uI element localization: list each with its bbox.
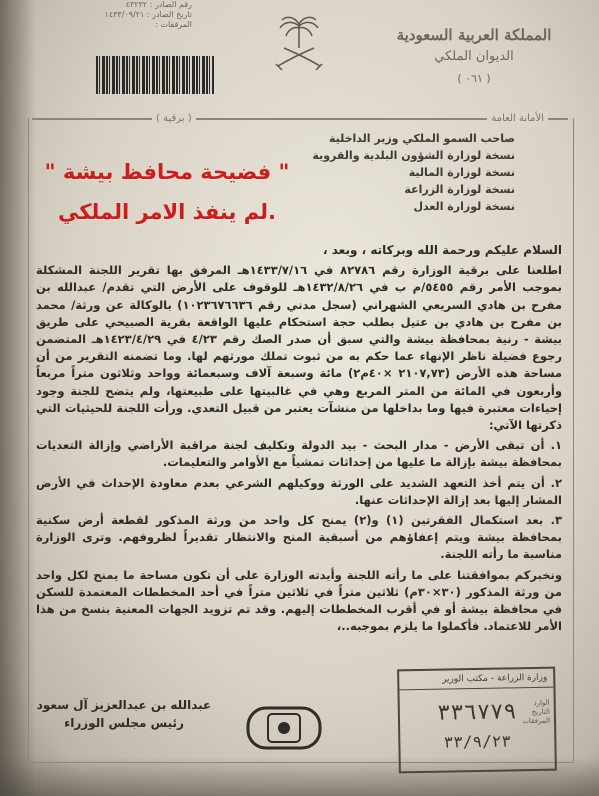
telegram-label: ( برقية ) [152,112,196,126]
stamp-title: وزارة الزراعة - مكتب الوزير [399,669,553,691]
headline-line-1: " فضيحة محافظ بيشة " [44,160,290,184]
addressee-copy: نسخة لوزارة العدل [413,200,515,213]
body-paragraph: اطلعنا على برقية الوزارة رقم ٨٢٧٨٦ في ١٤٣٣/٧/١٦هـ المرفق بها تقرير اللجنة المشكلة بموجب الأمر رقم ٥٤٥٥/م ب في ١٤٣٢/٨/٢٦هـ للوقوف على الأرض التي تقدم/ عبدالله بن مفرح بن هادي السريعي الشهراني (سجل مدني رقم ١٠٢٣٦٧٦٦٣٦) بالوكالة عن ورثة/ محمد بن مفرح بن هادي بن عتيل بطلب حجة استحكام عليها الواقعة بقرية الصبيحي على طريق بيشة - رنية بمحافظة بيشة والتي سبق أن صدر الصك رقم ٤/٢٣ في ١٤٢٣/٤/٢٩هـ المتضمن رجوع فضيلة ناظر الإنهاء عما حكم به من ثبوت تملك مورثهم لها. وما تضمنه التقرير من أن مساحة هذه الأرض (٢١٠٧,٧٣ ×٤٠م٢) مائة وسبعة آلاف وسبعمائة وواحد وثلاثون متراً مربعاً وأربعون في المائة من المتر المربع وهي في غالبيتها على طبيعتها، ولم يتضح للجنة وجود إحياءات معتبرة فيها وما بداخلها من منشآت يعتبر من قبيل التعدي. ورأت اللجنة للحيثيات التي ذكرتها الآتي: [36,263,563,433]
general-secretariat-label: الأمانة العامة [487,112,548,126]
body-paragraph: ٢. أن يتم أخذ التعهد الشديد على الورثة ووكيلهم الشرعي بعدم معاودة الإحداث في الأرض المشار إليها بعد إزالة الإحداثات عنها. [36,475,562,507]
headline-line-2: .لم ينفذ الامر الملكي [57,200,277,224]
attachments-label: المرفقات : [155,20,192,29]
addressee-copy: نسخة لوزارة الزراعة [404,183,515,196]
royal-court-name: الديوان الملكي [434,49,514,64]
signature-block [30,696,218,732]
addressee-copy: نسخة لوزارة المالية [408,166,515,179]
red-overlay-headline [22,152,312,232]
signatory-name: عبدالله بن عبدالعزيز آل سعود [36,698,212,712]
greeting: السلام عليكم ورحمة الله وبركاته ، وبعد ، [323,243,562,257]
seal-icon [246,706,322,750]
stamp-side-labels: الوارد التاريخ المرفقات [522,698,551,726]
body-paragraph: ٣. بعد استكمال الفقرتين (١) و(٢) يمنح كل واحد من ورثة المذكور لقطعة أرض سكنية بمحافظة بيشة ويتم إعفاؤهم من أسبقية المنح والانتظار تقديراً لظروفهم. وترى الوزارة مناسبة ما رأته اللجنة. [36,513,562,562]
office-code: ( ٠٦١ ) [457,72,491,85]
letter-body [36,242,562,638]
stamp-date: ٣٣/٩/٢٣ [443,731,512,752]
addressee-primary: صاحب السمو الملكي وزير الداخلية [328,132,515,145]
stamp-number: ٣٣٦٧٧٩ [436,699,517,726]
body-paragraph: ونخبركم بموافقتنا على ما رأته اللجنة وأيدته الوزارة على أن تكون مساحة ما يمنح لكل واحد من ورثة المذكور (٣٠×٣٠م) ثلاثين متراً في ثلاثين متراً في أحد المخططات المعتمدة للسكن في محافظة بيشة أو في أقرب المخططات إليهم. وقد تم تزويد الجهات المعنية بنسخ من هذا الأمر للاعتماد. فأكملوا ما يلزم بموجبه..، [36,567,562,634]
signatory-title: رئيس مجلس الوزراء [64,716,184,730]
outgoing-meta [66,0,192,30]
outgoing-date: تاريخ الصادر : ١٤٣٣/٠٩/٢١ [104,10,192,19]
incoming-stamp [397,667,557,774]
body-paragraph: ١. أن تبقى الأرض - مدار البحث - بيد الدولة وتكليف لجنة مراقبة الأراضي وإزالة التعديات بمحافظة بيشة بإزالة ما عليها من إحداثات تمشياً مع الأوامر والتعليمات. [36,438,562,470]
palm-swords-emblem-icon [270,12,328,74]
addressee-copy: نسخة لوزارة الشؤون البلدية والقروية [312,149,515,162]
letterhead [389,26,559,86]
barcode [96,56,214,94]
kingdom-name: المملكة العربية السعودية [396,26,552,44]
outgoing-number: رقم الصادر : ٤٣٢٣٢ [125,0,192,9]
